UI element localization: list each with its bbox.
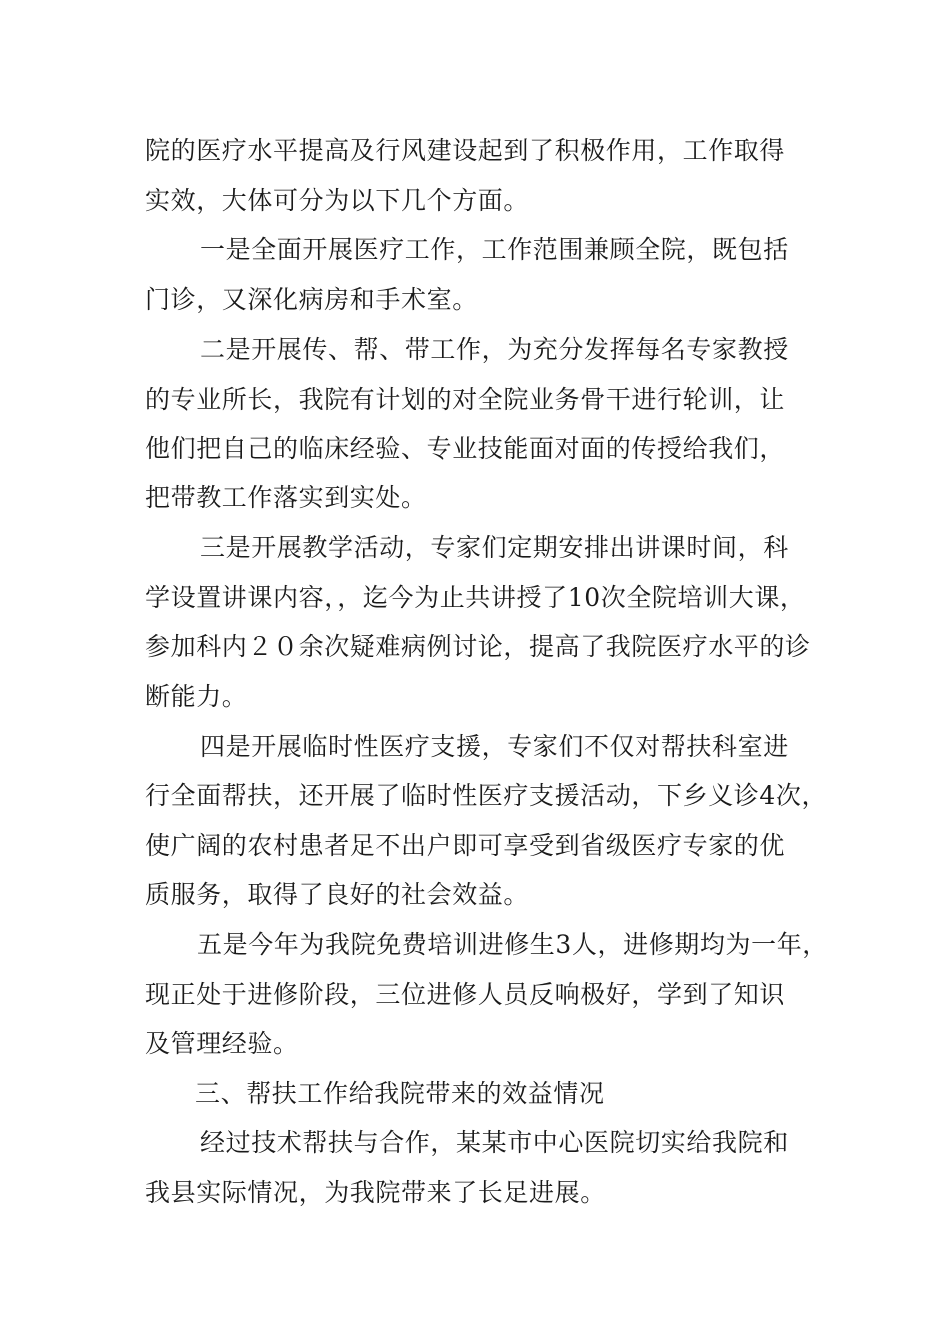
text-line: 现正处于进修阶段，三位进修人员反响极好，学到了知识 (145, 980, 786, 1009)
text-line: 经过技术帮扶与合作，某某市中心医院切实给我院和 (200, 1128, 789, 1157)
text-line: 及管理经验。 (145, 1029, 299, 1058)
text-line: 门诊，又深化病房和手术室。 (145, 285, 478, 314)
text-line: 他们把自己的临床经验、专业技能面对面的传授给我们， (145, 434, 786, 463)
text-line: 把带教工作落实到实处。 (145, 483, 427, 512)
text-line: 一是全面开展医疗工作，工作范围兼顾全院，既包括 (200, 235, 789, 264)
text-line: 二是开展传、帮、带工作，为充分发挥每名专家教授 (200, 335, 789, 364)
text-line: 行全面帮扶，还开展了临时性医疗支援活动，下乡义诊4次， (145, 781, 828, 810)
section-heading: 三、帮扶工作给我院带来的效益情况 (195, 1079, 605, 1108)
text-line: 实效，大体可分为以下几个方面。 (145, 186, 530, 215)
text-line: 三是开展教学活动，专家们定期安排出讲课时间，科 (200, 533, 789, 562)
text-line: 断能力。 (145, 682, 248, 711)
text-line: 五是今年为我院免费培训进修生3人，进修期均为一年， (197, 930, 828, 959)
text-line: 的专业所长，我院有计划的对全院业务骨干进行轮训，让 (145, 385, 786, 414)
text-line: 四是开展临时性医疗支援，专家们不仅对帮扶科室进 (200, 732, 789, 761)
text-line: 我县实际情况，为我院带来了长足进展。 (145, 1178, 606, 1207)
text-line: 质服务，取得了良好的社会效益。 (145, 880, 530, 909)
text-line: 院的医疗水平提高及行风建设起到了积极作用，工作取得 (145, 136, 786, 165)
text-line: 使广阔的农村患者足不出户即可享受到省级医疗专家的优 (145, 831, 786, 860)
text-line: 参加科内２０余次疑难病例讨论，提高了我院医疗水平的诊 (145, 632, 811, 661)
text-line: 学设置讲课内容，，迄今为止共讲授了10次全院培训大课， (145, 583, 806, 612)
